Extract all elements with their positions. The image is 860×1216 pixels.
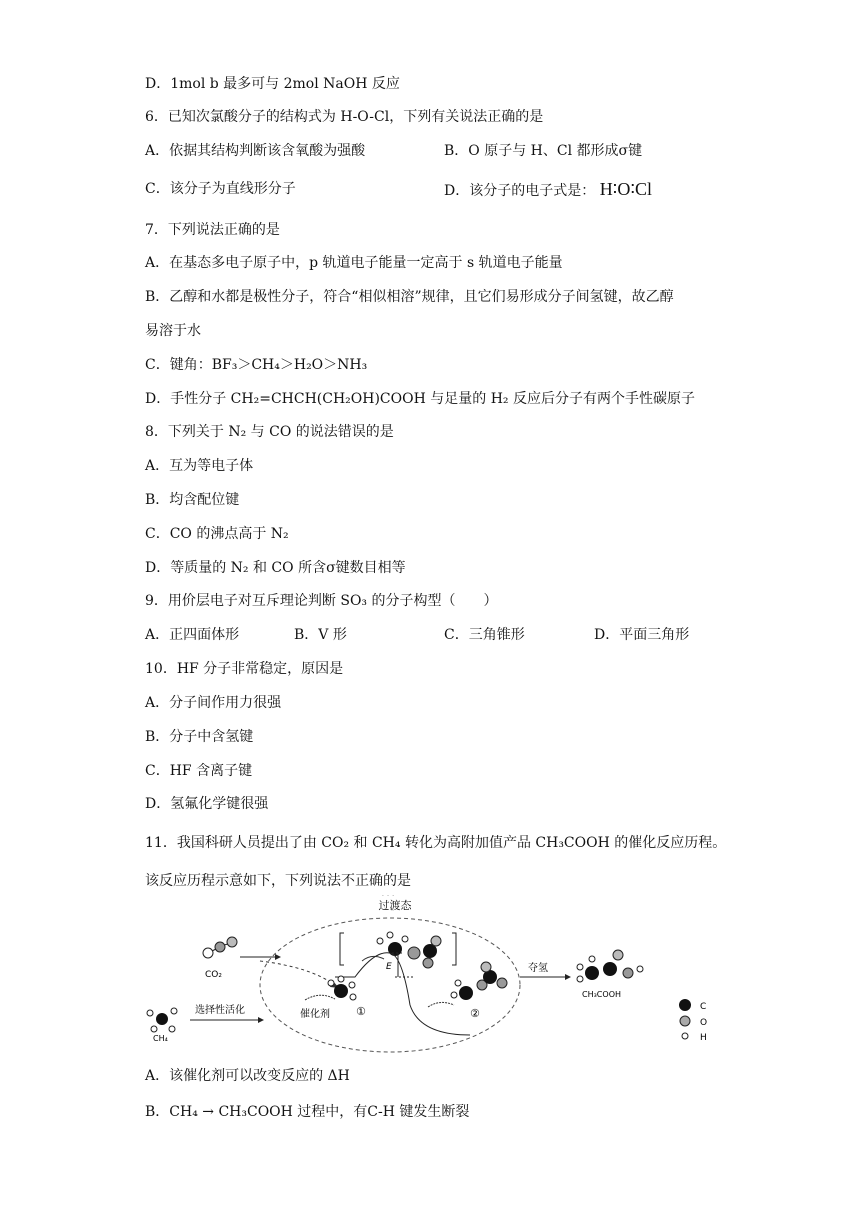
product-label: CH₃COOH — [582, 990, 622, 999]
q10-option-a: A．分子间作用力很强 — [145, 695, 282, 711]
intermediate-2 — [451, 962, 507, 1000]
step-1-label: ① — [356, 1005, 366, 1018]
q6-option-b: B．O 原子与 H、Cl 都形成σ键 — [444, 143, 643, 159]
selective-activation-label: 选择性活化 — [195, 1005, 245, 1016]
q6-option-d — [444, 179, 652, 201]
transition-complex — [362, 932, 441, 968]
step-2-label: ② — [470, 1007, 480, 1020]
question-10: 10．HF 分子非常稳定，原因是 — [145, 661, 344, 677]
catalyst-surface — [305, 995, 335, 1000]
energy-curve — [335, 953, 470, 1035]
ch4-label: CH₄ — [153, 1034, 168, 1043]
intermediate-1 — [328, 976, 356, 1000]
q7-option-b-line1: B．乙醇和水都是极性分子，符合“相似相溶”规律，且它们易形成分子间氢键，故乙醇 — [145, 289, 674, 305]
q11-option-b: B．CH₄ → CH₃COOH 过程中，有C-H 键发生断裂 — [145, 1104, 470, 1120]
energy-label: E — [386, 962, 392, 972]
question-8: 8．下列关于 N₂ 与 CO 的说法错误的是 — [145, 424, 394, 440]
q7-option-c: C．键角：BF₃＞CH₄＞H₂O＞NH₃ — [145, 357, 368, 373]
reaction-diagram — [140, 895, 720, 1055]
q8-option-a: A．互为等电子体 — [145, 458, 254, 474]
q6-option-a: A．依据其结构判断该含氧酸为强酸 — [145, 143, 366, 159]
catalyst-label: 催化剂 — [300, 1009, 330, 1020]
q7-option-b-line2: 易溶于水 — [145, 323, 201, 339]
legend-c: C — [700, 1002, 707, 1012]
legend — [679, 999, 707, 1043]
transition-state-label: 过渡态 — [378, 899, 412, 912]
co2-label: CO₂ — [205, 970, 222, 980]
q10-option-c: C．HF 含离子键 — [145, 763, 253, 779]
question-6: 6．已知次氯酸分子的结构式为 H-O-Cl，下列有关说法正确的是 — [145, 109, 544, 125]
q6-option-c: C．该分子为直线形分子 — [145, 181, 296, 197]
q9-option-a: A．正四面体形 — [145, 627, 240, 643]
q6-option-d-text: D．该分子的电子式是： — [444, 183, 596, 199]
product-molecule — [577, 950, 643, 982]
q7-option-d: D．手性分子 CH₂=CHCH(CH₂OH)COOH 与足量的 H₂ 反应后分子有两个手性碳原子 — [145, 391, 695, 407]
ch4-molecule — [147, 1008, 177, 1032]
q11-option-a: A．该催化剂可以改变反应的 ΔH — [145, 1068, 350, 1084]
legend-h: H — [700, 1033, 707, 1043]
electron-formula: H∶O∶Cl — [599, 179, 653, 199]
question-11: 11．我国科研人员提出了由 CO₂ 和 CH₄ 转化为高附加值产品 CH₃COOH 的催化反应历程。 — [145, 835, 727, 851]
dehydrogenation-label: 夺氢 — [528, 963, 548, 974]
dashed-path — [260, 961, 335, 985]
q10-option-d: D．氢氟化学键很强 — [145, 796, 269, 812]
q10-option-b: B．分子中含氢键 — [145, 729, 254, 745]
q9-option-c: C．三角锥形 — [444, 627, 525, 643]
q7-option-a: A．在基态多电子原子中，p 轨道电子能量一定高于 s 轨道电子能量 — [145, 255, 563, 271]
question-7: 7．下列说法正确的是 — [145, 222, 280, 238]
co2-molecule — [203, 937, 237, 958]
legend-o: O — [700, 1018, 708, 1028]
question-11-line2: 该反应历程示意如下，下列说法不正确的是 — [145, 873, 411, 889]
q8-option-c: C．CO 的沸点高于 N₂ — [145, 526, 289, 542]
q8-option-b: B．均含配位键 — [145, 492, 240, 508]
transition-dots: · · · — [381, 895, 395, 900]
q5-option-d: D．1mol b 最多可与 2mol NaOH 反应 — [145, 76, 400, 92]
q9-option-b: B．V 形 — [294, 627, 347, 643]
question-9: 9．用价层电子对互斥理论判断 SO₃ 的分子构型（ ） — [145, 593, 498, 609]
q8-option-d: D．等质量的 N₂ 和 CO 所含σ键数目相等 — [145, 560, 406, 576]
q9-option-d: D．平面三角形 — [594, 627, 690, 643]
